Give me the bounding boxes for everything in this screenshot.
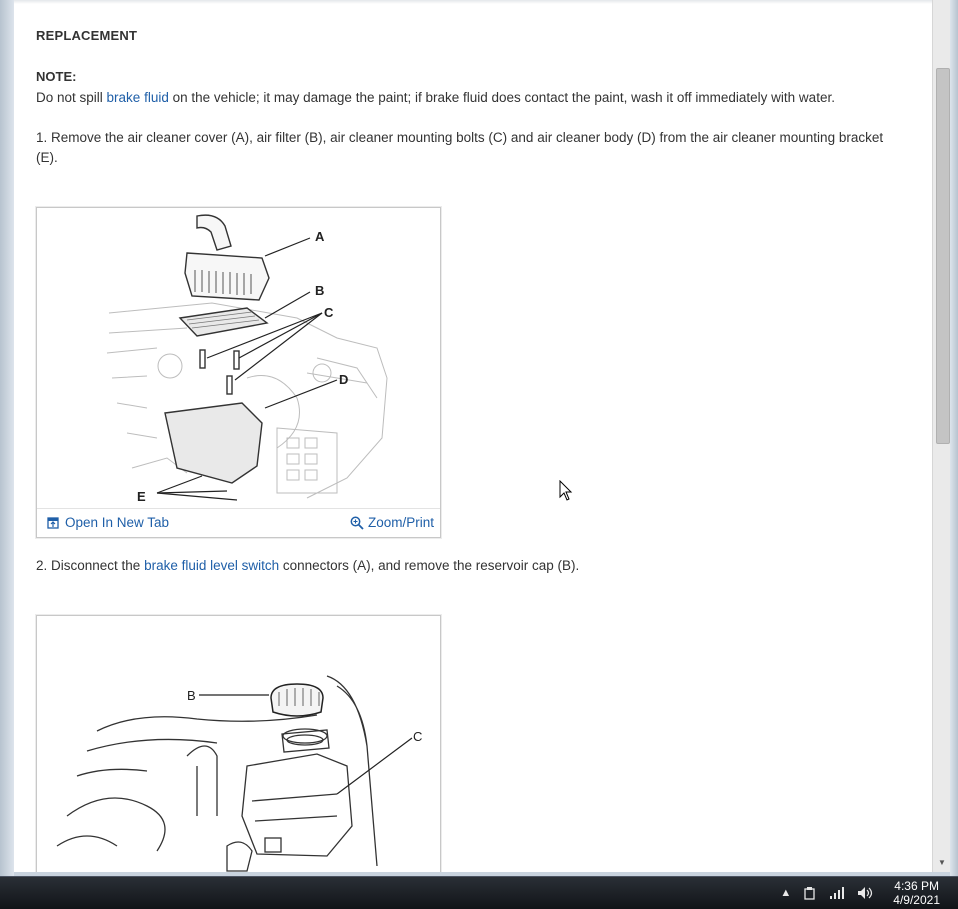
step-2-text: [36, 556, 579, 576]
article-content: [14, 0, 933, 872]
zoom-icon: [350, 516, 364, 530]
section-heading: REPLACEMENT: [36, 28, 138, 43]
vertical-scrollbar[interactable]: [932, 0, 951, 872]
step-2-text-pre: 2. Disconnect the: [36, 558, 145, 573]
scrollbar-thumb[interactable]: [936, 68, 950, 444]
volume-icon[interactable]: [857, 886, 873, 900]
open-in-new-tab-link[interactable]: [47, 515, 169, 530]
air-cleaner-figure: [36, 207, 441, 538]
network-signal-icon[interactable]: [829, 886, 845, 900]
label-d: D: [339, 372, 349, 387]
zoom-print-link[interactable]: [350, 515, 434, 530]
taskbar: [0, 876, 958, 909]
mouse-cursor-icon: [559, 480, 573, 502]
step-1-text: 1. Remove the air cleaner cover (A), air filter (B), air cleaner mounting bolts (C) and air cleaner body (D) from the air cleaner mounting bracket (E).: [36, 130, 884, 165]
clock-time: 4:36 PM: [894, 879, 939, 893]
note-text: [36, 88, 835, 108]
step-2-text-post: connectors (A), and remove the reservoir cap (B).: [279, 558, 580, 573]
reservoir-diagram[interactable]: [37, 616, 440, 872]
label-a: A: [315, 229, 325, 244]
note-text-pre: Do not spill: [36, 90, 107, 105]
top-edge-shadow: [14, 0, 932, 4]
power-icon[interactable]: [803, 886, 817, 900]
open-in-new-tab-icon: [47, 517, 59, 529]
brake-fluid-link[interactable]: brake fluid: [106, 90, 169, 105]
label-b: B: [187, 688, 196, 703]
zoom-print-label: Zoom/Print: [367, 515, 434, 530]
scroll-down-icon[interactable]: ▼: [938, 858, 946, 867]
window-frame-right: [950, 0, 958, 876]
label-b: B: [315, 283, 325, 298]
label-c: C: [324, 305, 334, 320]
system-tray: [774, 877, 958, 909]
label-c: C: [413, 729, 423, 744]
note-label: NOTE:: [36, 69, 77, 84]
note-text-post: on the vehicle; it may damage the paint; if brake fluid does contact the paint, wash it off immediately with water.: [168, 90, 835, 105]
taskbar-clock[interactable]: [893, 879, 940, 907]
brake-fluid-level-switch-link[interactable]: brake fluid level switch: [144, 558, 280, 573]
open-in-new-tab-label: Open In New Tab: [65, 515, 170, 530]
window-frame-left: [0, 0, 14, 876]
figure-toolbar: [37, 508, 440, 537]
clock-date: 4/9/2021: [893, 893, 940, 907]
air-cleaner-diagram[interactable]: [37, 208, 440, 508]
show-hidden-icons-icon[interactable]: ▲: [780, 887, 792, 899]
reservoir-figure: [36, 615, 441, 872]
label-e: E: [137, 489, 146, 504]
